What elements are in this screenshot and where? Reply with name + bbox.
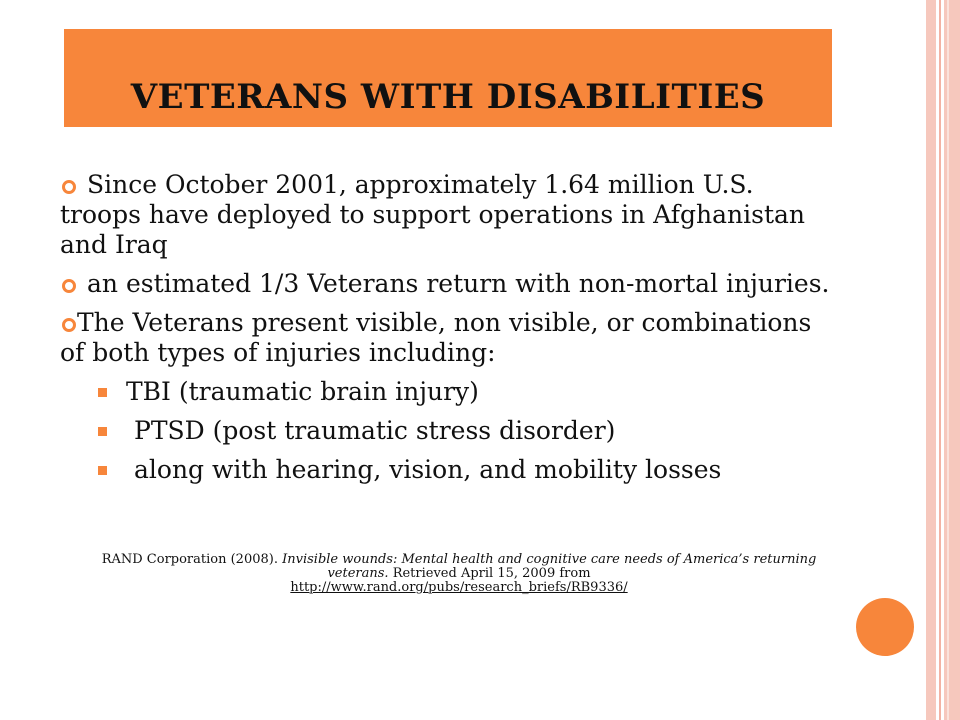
bullet-item <box>60 308 840 368</box>
circle-bullet-icon <box>62 180 76 194</box>
bullet-text: The Veterans present visible, non visible, or combinations of both types of injuries including: <box>60 308 812 367</box>
circle-bullet-icon <box>62 318 76 332</box>
decorative-stripe <box>947 0 949 720</box>
square-bullet-icon <box>98 388 107 397</box>
circle-bullet-icon <box>62 279 76 293</box>
citation-prefix: RAND Corporation (2008). <box>101 552 283 567</box>
sub-bullet-item <box>60 377 840 407</box>
sub-bullet-item <box>60 416 840 446</box>
square-bullet-icon <box>98 466 107 475</box>
bullet-item <box>60 170 840 260</box>
citation-title: Invisible wounds: Mental health and cognitive care needs of America’s returning veterans. <box>282 552 817 581</box>
citation-suffix: Retrieved April 15, 2009 from <box>388 566 591 581</box>
bullet-text: Since October 2001, approximately 1.64 million U.S. troops have deployed to support operations in Afghanistan and Iraq <box>60 170 806 259</box>
slide-title: VETERANS WITH DISABILITIES <box>130 77 766 117</box>
slide-content <box>60 170 840 494</box>
decorative-stripe <box>926 0 936 720</box>
square-bullet-icon <box>98 427 107 436</box>
citation <box>86 553 832 595</box>
sub-bullet-text: TBI (traumatic brain injury) <box>126 377 479 406</box>
title-bar <box>64 29 832 127</box>
sub-bullet-item <box>60 455 840 485</box>
bullet-text: an estimated 1/3 Veterans return with non-mortal injuries. <box>87 269 830 298</box>
sub-bullet-text: along with hearing, vision, and mobility losses <box>134 455 722 484</box>
bullet-item <box>60 269 840 299</box>
sub-bullet-text: PTSD (post traumatic stress disorder) <box>134 416 616 445</box>
decorative-stripe <box>939 0 941 720</box>
decorative-circle <box>856 598 914 656</box>
citation-link[interactable]: http://www.rand.org/pubs/research_briefs/RB9336/ <box>290 580 628 595</box>
